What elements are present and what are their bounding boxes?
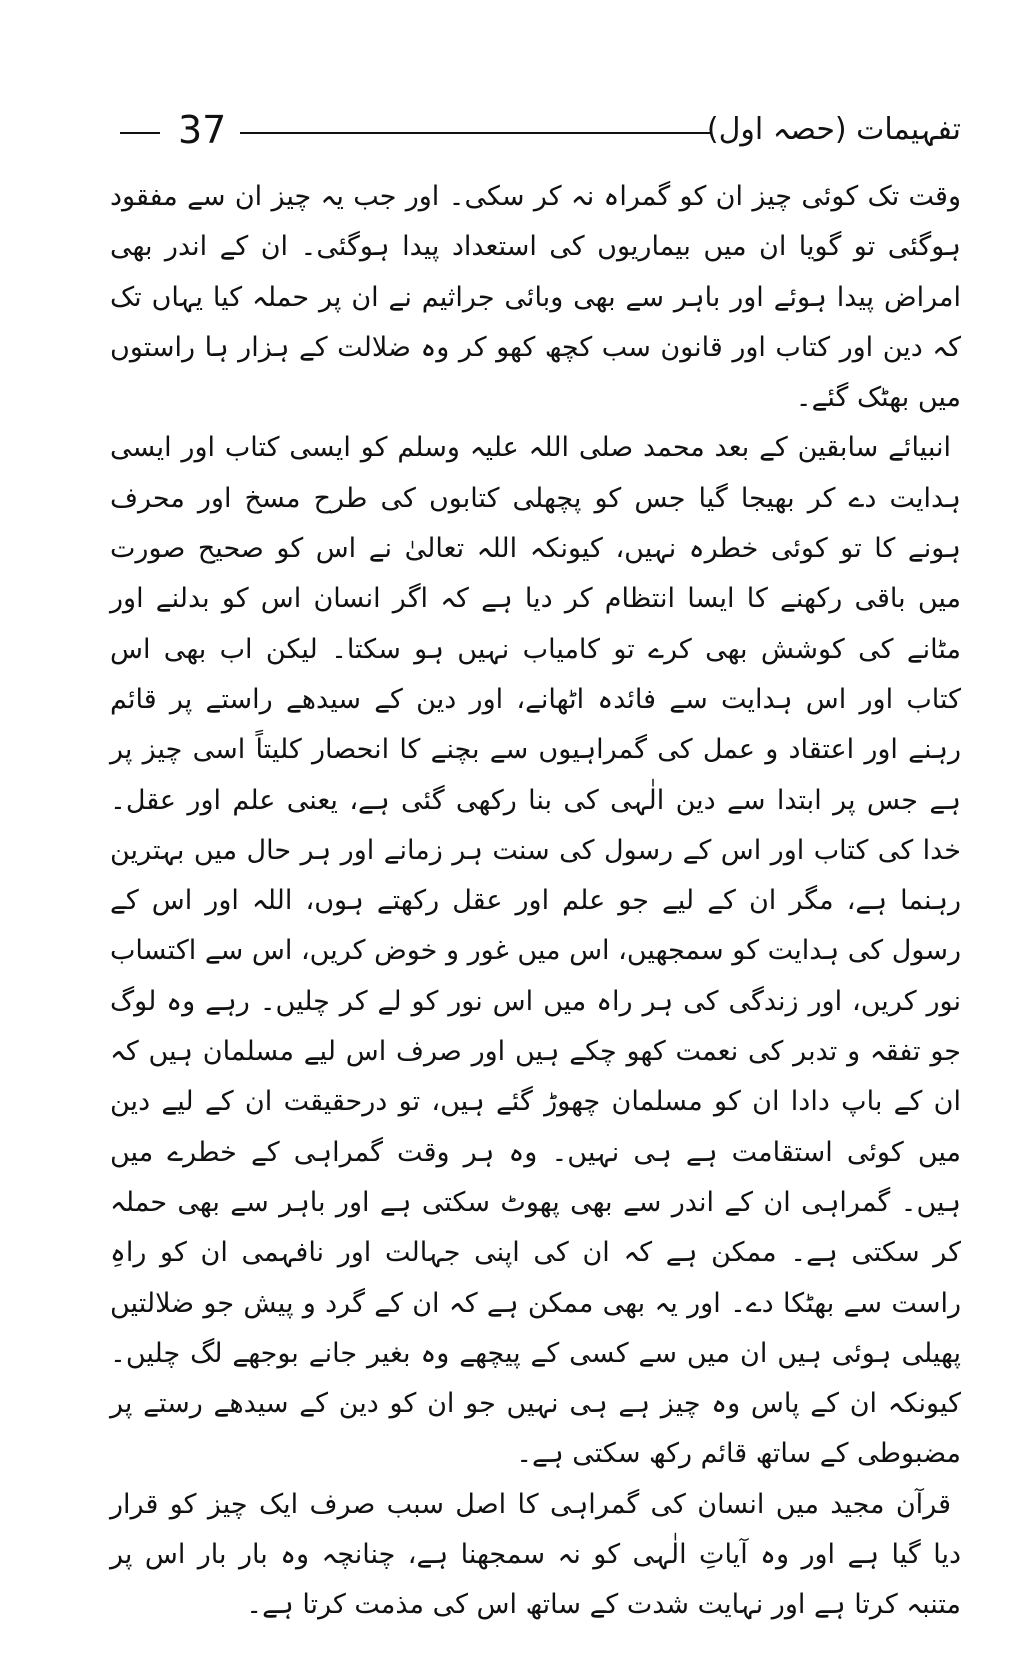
header-rule (240, 132, 711, 134)
running-title: تفہیمات (حصہ اول) (706, 112, 961, 147)
paragraph-2: انبیائے سابقین کے بعد محمد صلی اللہ علیہ وسلم کو ایسی کتاب اور ایسی ہدایت دے کر بھیجا گیا جس کو پچھلی کتابوں کی طرح مسخ اور محرف ہونے کا تو کوئی خطرہ نہیں، کیونکہ اللہ تعالیٰ نے اس کو صحیح صورت میں باقی رکھنے کا ایسا انتظام کر دیا ہے کہ اگر انسان اس کو بدلنے اور مٹانے کی کوشش بھی کرے تو کامیاب نہیں ہو سکتا۔ لیکن اب بھی اس کتاب اور اس ہدایت سے فائدہ اٹھانے، اور دین کے سیدھے راستے پر قائم رہنے اور اعتقاد و عمل کی گمراہیوں سے بچنے کا انحصار کلیتاً اسی چیز پر ہے جس پر ابتدا سے دین الٰہی کی بنا رکھی گئی ہے، یعنی علم اور عقل۔ خدا کی کتاب اور اس کے رسول کی سنت ہر زمانے اور ہر حال میں بہترین رہنما ہے، مگر ان کے لیے جو علم اور عقل رکھتے ہوں، اللہ اور اس کے رسول کی ہدایت کو سمجھیں، اس میں غور و خوض کریں، اس سے اکتساب نور کریں، اور زندگی کی ہر راہ میں اس نور کو لے کر چلیں۔ رہے وہ لوگ جو تفقہ و تدبر کی نعمت کھو چکے ہیں اور صرف اس لیے مسلمان ہیں کہ ان کے باپ دادا ان کو مسلمان چھوڑ گئے ہیں، تو درحقیقت ان کے لیے دین میں کوئی استقامت ہے ہی نہیں۔ وہ ہر وقت گمراہی کے خطرے میں ہیں۔ گمراہی ان کے اندر سے بھی پھوٹ سکتی ہے اور باہر سے بھی حملہ کر سکتی ہے۔ ممکن ہے کہ ان کی اپنی جہالت اور نافہمی ان کو راہِ راست سے بھٹکا دے۔ اور یہ بھی ممکن ہے کہ ان کے گرد و پیش جو ضلالتیں پھیلی ہوئی ہیں ان میں سے کسی کے پیچھے وہ بغیر جانے بوجھے لگ چلیں۔ کیونکہ ان کے پاس وہ چیز ہے ہی نہیں جو ان کو دین کے سیدھے رستے پر مضبوطی کے ساتھ قائم رکھ سکتی ہے۔ (110, 432, 961, 1470)
header-dash (120, 132, 160, 134)
page-body (110, 172, 961, 1631)
page-header (120, 108, 961, 152)
paragraph-3: قرآن مجید میں انسان کی گمراہی کا اصل سبب صرف ایک چیز کو قرار دیا گیا ہے اور وہ آیاتِ الٰہی کو نہ سمجھنا ہے، چنانچہ وہ بار بار اس پر متنبہ کرتا ہے اور نہایت شدت کے ساتھ اس کی مذمت کرتا ہے۔ (110, 1488, 961, 1621)
page-number: 37 (178, 108, 227, 152)
paragraph-1: وقت تک کوئی چیز ان کو گمراہ نہ کر سکی۔ اور جب یہ چیز ان سے مفقود ہوگئی تو گویا ان میں بیماریوں کی استعداد پیدا ہوگئی۔ ان کے اندر بھی امراض پیدا ہوئے اور باہر سے بھی وبائی جراثیم نے ان پر حملہ کیا یہاں تک کہ دین اور کتاب اور قانون سب کچھ کھو کر وہ ضلالت کے ہزار ہا راستوں میں بھٹک گئے۔ (110, 181, 961, 414)
